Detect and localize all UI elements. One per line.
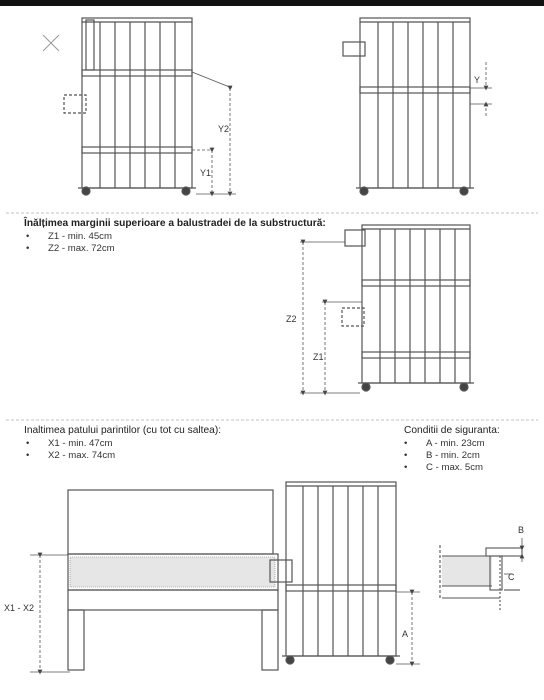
section-x-title: Inaltimea patului parintilor (cu tot cu saltea):	[24, 425, 222, 436]
section-x-item: • X1 - min. 47cm	[48, 438, 113, 449]
crib-top-left	[64, 18, 196, 195]
section-x-item: • X2 - max. 74cm	[48, 450, 115, 461]
label-z1: Z1	[313, 352, 324, 362]
mattress	[70, 557, 275, 587]
section-safety-title: Conditii de siguranta:	[404, 425, 500, 436]
section-safety-item: • C - max. 5cm	[426, 462, 483, 473]
section-safety-item: • A - min. 23cm	[426, 438, 485, 449]
label-y1: Y1	[200, 168, 212, 178]
section-safety-item: • B - min. 2cm	[426, 450, 480, 461]
section-z-item: • Z2 - max. 72cm	[48, 243, 115, 254]
section-z-item: • Z1 - min. 45cm	[48, 231, 112, 242]
label-b: B	[518, 525, 525, 535]
crib-bottom	[270, 482, 400, 664]
label-x: X1 - X2	[4, 603, 35, 613]
label-y2: Y2	[218, 124, 230, 134]
crib-middle	[342, 225, 474, 391]
label-y: Y	[474, 75, 481, 85]
section-z-title: Înălțimea marginii superioare a balustradei de la substructură:	[24, 218, 326, 229]
label-c: C	[508, 572, 515, 582]
label-z2: Z2	[286, 314, 297, 324]
crib-top-right	[343, 18, 474, 195]
label-a: A	[402, 629, 409, 639]
